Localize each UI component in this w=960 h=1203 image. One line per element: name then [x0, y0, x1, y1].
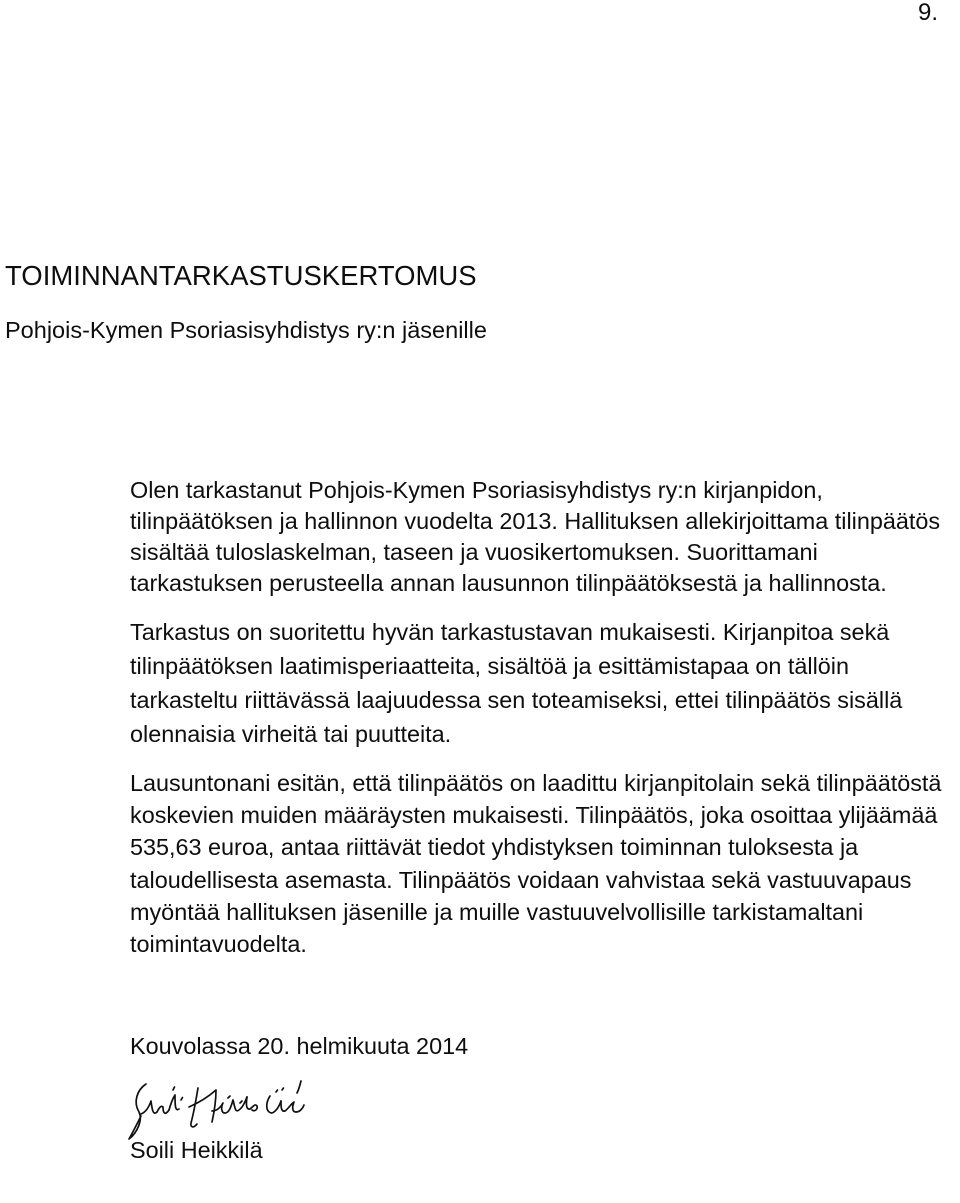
paragraph-line: Tarkastus on suoritettu hyvän tarkastustavan mukaisesti. Kirjanpitoa sekä [130, 619, 890, 645]
paragraph-line: toimintavuodelta. [130, 931, 307, 958]
paragraph-line: myöntää hallituksen jäsenille ja muille vastuuvelvollisille tarkistamaltani [130, 898, 864, 925]
paragraph-3 [130, 767, 941, 960]
document-title: TOIMINNANTARKASTUSKERTOMUS [5, 260, 477, 291]
paragraph-2 [130, 615, 902, 751]
paragraph-line: tarkastuksen perusteella annan lausunnon tilinpäätöksestä ja hallinnosta. [130, 570, 887, 596]
paragraph-line: 535,63 euroa, antaa riittävät tiedot yhdistyksen toiminnan tuloksesta ja [130, 834, 859, 861]
page-number: 9. [918, 0, 939, 26]
paragraph-line: Olen tarkastanut Pohjois-Kymen Psoriasisyhdistys ry:n kirjanpidon, [130, 477, 823, 503]
paragraph-1 [130, 475, 940, 599]
paragraph-line: tilinpäätöksen ja hallinnon vuodelta 2013. Hallituksen allekirjoittama tilinpäätös [130, 508, 941, 534]
paragraph-line: sisältää tuloslaskelman, taseen ja vuosikertomuksen. Suorittamani [130, 539, 818, 565]
paragraph-line: olennaisia virheitä tai puutteita. [130, 721, 452, 747]
paragraph-line: Lausuntonani esitän, että tilinpäätös on laadittu kirjanpitolain sekä tilinpäätöstä [130, 770, 942, 796]
place-and-date: Kouvolassa 20. helmikuuta 2014 [130, 1033, 469, 1059]
paragraph-line: taloudellisesta asemasta. Tilinpäätös voidaan vahvistaa sekä vastuuvapaus [130, 866, 912, 893]
paragraph-line: koskevien muiden määräysten mukaisesti. Tilinpäätös, joka osoittaa ylijäämää [130, 802, 938, 829]
addressee-line: Pohjois-Kymen Psoriasisyhdistys ry:n jäsenille [5, 317, 487, 343]
paragraph-line: tilinpäätöksen laatimisperiaatteita, sisältöä ja esittämistapaa on tällöin [130, 653, 850, 679]
paragraph-line: tarkasteltu riittävässä laajuudessa sen toteamiseksi, ettei tilinpäätös sisällä [130, 687, 903, 713]
signer-name: Soili Heikkilä [130, 1137, 263, 1163]
